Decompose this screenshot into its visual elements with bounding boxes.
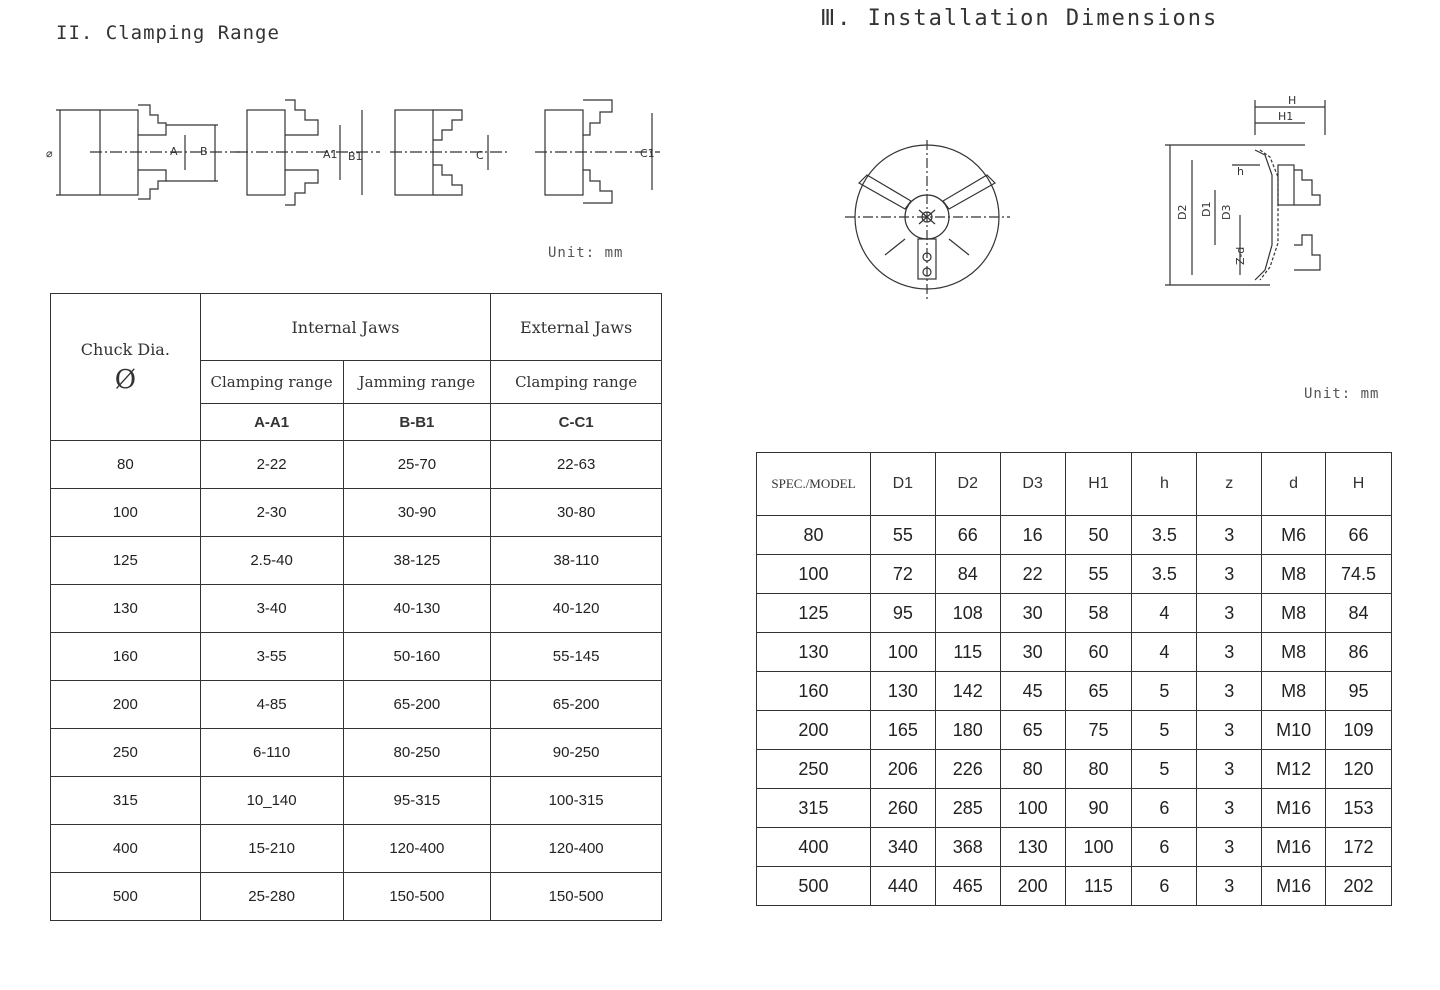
table-cell: 3-40: [200, 585, 343, 633]
table-cell: 5: [1132, 750, 1197, 789]
table-cell: M8: [1262, 672, 1326, 711]
b-label: B: [200, 145, 208, 158]
table-cell: 2-22: [200, 441, 343, 489]
h1-label: H1: [1278, 110, 1294, 123]
table-row: [757, 867, 1392, 906]
d3-label: D3: [1220, 204, 1233, 220]
column-header: h: [1132, 453, 1197, 516]
table-cell: 84: [935, 555, 1000, 594]
table-cell: 40-120: [491, 585, 662, 633]
table-cell: 80: [51, 441, 201, 489]
table-cell: 200: [51, 681, 201, 729]
h-small-label: h: [1237, 165, 1244, 178]
table-cell: 55: [870, 516, 935, 555]
table-cell: M10: [1262, 711, 1326, 750]
table-cell: 5: [1132, 711, 1197, 750]
table-cell: 120-400: [343, 825, 491, 873]
table-cell: 55: [1065, 555, 1132, 594]
table-cell: 120: [1326, 750, 1392, 789]
table-cell: 115: [935, 633, 1000, 672]
table-cell: 3.5: [1132, 516, 1197, 555]
external-jaws-header: External Jaws: [491, 294, 662, 361]
table-row: [757, 555, 1392, 594]
table-cell: 226: [935, 750, 1000, 789]
table-cell: 100: [870, 633, 935, 672]
column-header: D3: [1000, 453, 1065, 516]
table-row: [757, 516, 1392, 555]
table-cell: M8: [1262, 633, 1326, 672]
chuck-dia-header: [51, 294, 201, 441]
table-cell: 368: [935, 828, 1000, 867]
table-cell: 400: [757, 828, 871, 867]
table-cell: 75: [1065, 711, 1132, 750]
table-cell: 50-160: [343, 633, 491, 681]
table-cell: 172: [1326, 828, 1392, 867]
table-cell: 3: [1197, 711, 1262, 750]
table-cell: 120-400: [491, 825, 662, 873]
table-cell: 22: [1000, 555, 1065, 594]
table-cell: 150-500: [491, 873, 662, 921]
table-cell: 40-130: [343, 585, 491, 633]
table-cell: 4: [1132, 594, 1197, 633]
table-row: [51, 825, 662, 873]
table-cell: 90: [1065, 789, 1132, 828]
table-cell: 315: [51, 777, 201, 825]
a-label: A: [170, 145, 178, 158]
column-header: D2: [935, 453, 1000, 516]
table-cell: 2.5-40: [200, 537, 343, 585]
column-header: H1: [1065, 453, 1132, 516]
table-cell: 86: [1326, 633, 1392, 672]
table-cell: 202: [1326, 867, 1392, 906]
table-cell: 15-210: [200, 825, 343, 873]
table-row: [51, 633, 662, 681]
table-cell: 66: [935, 516, 1000, 555]
table-cell: 100: [1000, 789, 1065, 828]
external-clamping-large-figure: [535, 100, 660, 203]
table-cell: 5: [1132, 672, 1197, 711]
table-cell: 10_140: [200, 777, 343, 825]
table-cell: 3: [1197, 633, 1262, 672]
table-row: [51, 873, 662, 921]
table-cell: 30-90: [343, 489, 491, 537]
col-a-header: A-A1: [200, 404, 343, 441]
table-cell: 25-280: [200, 873, 343, 921]
table-cell: 130: [1000, 828, 1065, 867]
dimensions-header-row: [757, 453, 1392, 516]
table-cell: 16: [1000, 516, 1065, 555]
installation-unit-label: Unit: mm: [1304, 386, 1380, 402]
table-cell: 315: [757, 789, 871, 828]
table-cell: 3: [1197, 867, 1262, 906]
table-cell: 200: [1000, 867, 1065, 906]
phi-symbol: Ø: [114, 364, 137, 395]
table-cell: M6: [1262, 516, 1326, 555]
table-cell: 150-500: [343, 873, 491, 921]
table-cell: 60: [1065, 633, 1132, 672]
table-cell: 4: [1132, 633, 1197, 672]
table-cell: 25-70: [343, 441, 491, 489]
table-cell: 95: [1326, 672, 1392, 711]
table-cell: 6: [1132, 828, 1197, 867]
table-cell: 22-63: [491, 441, 662, 489]
table-cell: 95: [870, 594, 935, 633]
jamming-figure: [236, 100, 380, 205]
table-row: [757, 711, 1392, 750]
table-cell: 65-200: [343, 681, 491, 729]
table-cell: 250: [51, 729, 201, 777]
table-row: [757, 633, 1392, 672]
table-cell: 3: [1197, 555, 1262, 594]
table-cell: 65-200: [491, 681, 662, 729]
table-cell: 165: [870, 711, 935, 750]
table-cell: 90-250: [491, 729, 662, 777]
d2-label: D2: [1176, 204, 1189, 220]
table-cell: 130: [870, 672, 935, 711]
column-header: SPEC./MODEL: [757, 453, 871, 516]
h-label: H: [1288, 95, 1297, 107]
table-cell: 340: [870, 828, 935, 867]
table-cell: 3: [1197, 750, 1262, 789]
table-cell: 38-110: [491, 537, 662, 585]
table-cell: 109: [1326, 711, 1392, 750]
ext-clamping-range-header: Clamping range: [491, 361, 662, 404]
section-iii-title: Ⅲ. Installation Dimensions: [820, 6, 1219, 31]
table-cell: 100: [757, 555, 871, 594]
table-cell: 80: [1065, 750, 1132, 789]
table-cell: 6: [1132, 867, 1197, 906]
column-header: H: [1326, 453, 1392, 516]
table-cell: 130: [51, 585, 201, 633]
table-cell: 108: [935, 594, 1000, 633]
table-row: [51, 585, 662, 633]
table-cell: 30: [1000, 633, 1065, 672]
chuck-front-view-diagram: [845, 135, 1015, 305]
table-cell: 65: [1000, 711, 1065, 750]
table-cell: 55-145: [491, 633, 662, 681]
table-cell: 200: [757, 711, 871, 750]
table-row: [51, 681, 662, 729]
chuck-dia-label: Chuck Dia.: [80, 339, 170, 359]
internal-clamping-figure: [46, 105, 240, 199]
clamping-range-diagram: [40, 95, 670, 215]
table-cell: M16: [1262, 828, 1326, 867]
table-cell: 125: [51, 537, 201, 585]
table-cell: 153: [1326, 789, 1392, 828]
table-cell: 125: [757, 594, 871, 633]
table-row: [51, 441, 662, 489]
dimensions-table-body: [757, 516, 1392, 906]
table-cell: 100: [51, 489, 201, 537]
table-cell: 160: [757, 672, 871, 711]
table-row: [757, 594, 1392, 633]
table-cell: 100: [1065, 828, 1132, 867]
table-cell: 465: [935, 867, 1000, 906]
column-header: z: [1197, 453, 1262, 516]
table-cell: 4-85: [200, 681, 343, 729]
a1-label: A1: [323, 148, 338, 161]
table-cell: 80-250: [343, 729, 491, 777]
table-cell: 160: [51, 633, 201, 681]
table-cell: 3: [1197, 516, 1262, 555]
c1-label: C1: [640, 147, 655, 160]
table-cell: 80: [1000, 750, 1065, 789]
table-cell: 58: [1065, 594, 1132, 633]
table-row: [757, 789, 1392, 828]
table-cell: 285: [935, 789, 1000, 828]
table-cell: 180: [935, 711, 1000, 750]
table-row: [51, 537, 662, 585]
table-cell: 142: [935, 672, 1000, 711]
installation-dimensions-table: [756, 452, 1392, 906]
table-cell: M8: [1262, 555, 1326, 594]
table-cell: 30-80: [491, 489, 662, 537]
table-cell: 3.5: [1132, 555, 1197, 594]
table-cell: 66: [1326, 516, 1392, 555]
table-row: [51, 777, 662, 825]
table-cell: 3: [1197, 828, 1262, 867]
zd-label: Z-d: [1234, 246, 1247, 265]
external-clamping-figure: [390, 110, 510, 195]
table-cell: 130: [757, 633, 871, 672]
table-cell: M12: [1262, 750, 1326, 789]
internal-jaws-header: Internal Jaws: [200, 294, 491, 361]
table-cell: 30: [1000, 594, 1065, 633]
table-cell: 100-315: [491, 777, 662, 825]
table-cell: 72: [870, 555, 935, 594]
table-cell: 3: [1197, 594, 1262, 633]
table-cell: 440: [870, 867, 935, 906]
table-row: [757, 828, 1392, 867]
phi-label: ⌀: [46, 147, 53, 160]
table-cell: 45: [1000, 672, 1065, 711]
clamping-unit-label: Unit: mm: [548, 245, 624, 261]
table-cell: M8: [1262, 594, 1326, 633]
section-ii-title: II. Clamping Range: [56, 22, 280, 44]
table-row: [51, 489, 662, 537]
table-row: [51, 729, 662, 777]
table-cell: 260: [870, 789, 935, 828]
table-cell: 80: [757, 516, 871, 555]
table-cell: 95-315: [343, 777, 491, 825]
table-cell: 74.5: [1326, 555, 1392, 594]
column-header: D1: [870, 453, 935, 516]
table-cell: 38-125: [343, 537, 491, 585]
jamming-range-header: Jamming range: [343, 361, 491, 404]
table-cell: 84: [1326, 594, 1392, 633]
table-cell: 400: [51, 825, 201, 873]
column-header: d: [1262, 453, 1326, 516]
table-cell: 65: [1065, 672, 1132, 711]
clamping-range-table: [50, 293, 662, 921]
table-cell: 50: [1065, 516, 1132, 555]
table-cell: 500: [757, 867, 871, 906]
col-b-header: B-B1: [343, 404, 491, 441]
table-cell: 6: [1132, 789, 1197, 828]
table-row: [757, 672, 1392, 711]
table-cell: 3-55: [200, 633, 343, 681]
table-cell: 206: [870, 750, 935, 789]
clamping-range-header: Clamping range: [200, 361, 343, 404]
b1-label: B1: [348, 150, 363, 163]
table-cell: M16: [1262, 789, 1326, 828]
col-c-header: C-C1: [491, 404, 662, 441]
table-row: [757, 750, 1392, 789]
table-cell: 500: [51, 873, 201, 921]
table-cell: M16: [1262, 867, 1326, 906]
table-cell: 250: [757, 750, 871, 789]
d1-label: D1: [1200, 201, 1213, 217]
table-cell: 6-110: [200, 729, 343, 777]
clamping-header-row: [51, 294, 662, 361]
table-cell: 3: [1197, 789, 1262, 828]
table-cell: 115: [1065, 867, 1132, 906]
table-cell: 2-30: [200, 489, 343, 537]
c-label: C: [476, 149, 484, 162]
clamping-table-body: [51, 441, 662, 921]
chuck-side-view-diagram: [1160, 95, 1340, 305]
table-cell: 3: [1197, 672, 1262, 711]
